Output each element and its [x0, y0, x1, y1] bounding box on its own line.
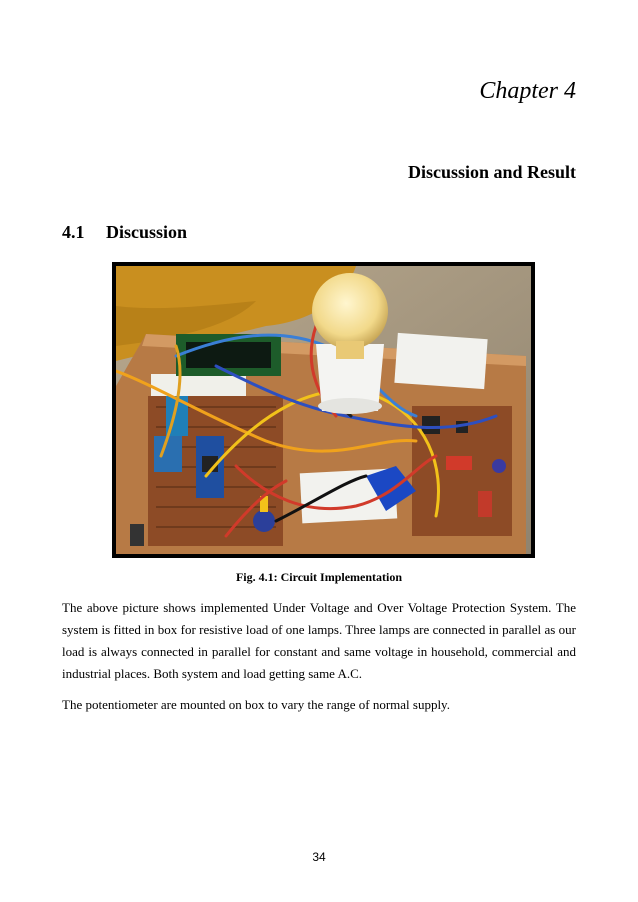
chapter-label: Chapter 4 — [479, 78, 576, 104]
paragraph: The above picture shows implemented Under Voltage and Over Voltage Protection System. The system is fitted in box for resistive load of one lamps. Three lamps are connected in parallel as our load is always connected in parallel for constant and same voltage in household, commercial and industrial places. Both system and load getting same A.C. — [62, 600, 576, 681]
section-title: Discussion — [106, 222, 188, 242]
page-number: 34 — [312, 850, 326, 864]
chapter-title: Discussion and Result — [407, 162, 576, 182]
section-heading — [62, 222, 187, 243]
light-bulb — [312, 273, 388, 349]
figure-caption: Fig. 4.1: Circuit Implementation — [235, 570, 403, 584]
paragraph: The potentiometer are mounted on box to vary the range of normal supply. — [62, 697, 450, 712]
potentiometer — [253, 510, 275, 532]
switch — [130, 524, 144, 546]
circuit-photo — [112, 262, 535, 558]
section-number: 4.1 — [62, 222, 85, 242]
circuit-photo-illustration — [116, 266, 531, 554]
label-paper — [394, 333, 487, 389]
